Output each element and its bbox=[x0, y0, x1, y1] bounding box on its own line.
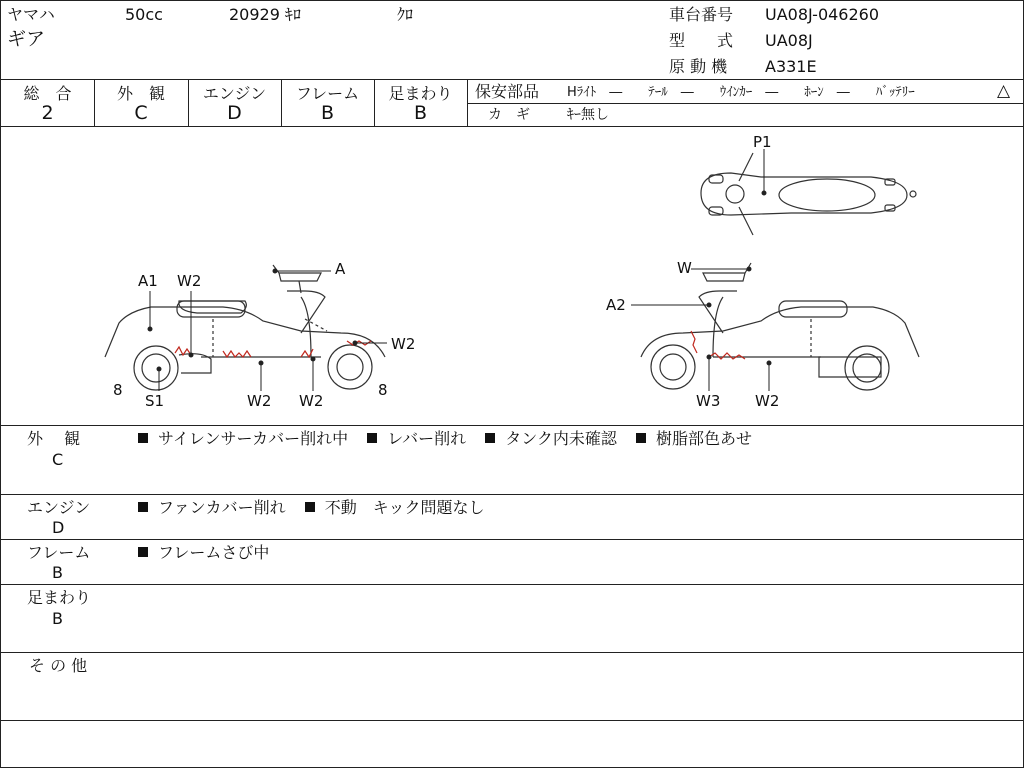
label-w2-bottom-1: W2 bbox=[247, 392, 272, 410]
safety-label: 保安部品 bbox=[475, 82, 540, 101]
frame-no-label: 車台番号 bbox=[669, 5, 734, 24]
key-value: ｷｰ無し bbox=[567, 107, 609, 123]
damage-marks-left bbox=[175, 341, 371, 357]
grade-value-engine: D bbox=[227, 102, 242, 124]
notes-exterior-label: 外 観 bbox=[27, 429, 81, 448]
damage-marks-right bbox=[691, 331, 745, 359]
bullet-icon bbox=[138, 502, 148, 512]
mileage: 20929 ｷﾛ bbox=[229, 5, 301, 24]
notes-frame-grade: B bbox=[52, 563, 63, 582]
grade-value-frame: B bbox=[320, 102, 335, 124]
notes-suspension-label: 足まわり bbox=[27, 588, 92, 607]
label-w: W bbox=[677, 259, 692, 277]
note-item: レバー削れ bbox=[387, 429, 467, 448]
key-label: カ ギ bbox=[488, 107, 530, 123]
label-w2-right: W2 bbox=[391, 335, 416, 353]
maker: ヤマハ bbox=[7, 5, 55, 24]
type-label: 型 式 bbox=[669, 31, 734, 50]
grade-value-suspension: B bbox=[413, 102, 428, 124]
notes-engine-grade: D bbox=[52, 518, 65, 537]
battery-warning-icon: △ bbox=[997, 81, 1011, 101]
notes-frame-items bbox=[138, 543, 269, 563]
notes-engine-label: エンジン bbox=[27, 498, 91, 517]
label-8-left: 8 bbox=[113, 381, 123, 399]
label-p1: P1 bbox=[753, 133, 772, 151]
label-a2: A2 bbox=[606, 296, 626, 314]
note-item: タンク内未確認 bbox=[505, 429, 617, 448]
label-w2-right-view: W2 bbox=[755, 392, 780, 410]
note-item: ファンカバー削れ bbox=[158, 498, 286, 517]
bullet-icon bbox=[367, 433, 377, 443]
type-value: UA08J bbox=[765, 31, 813, 50]
notes-suspension-grade: B bbox=[52, 609, 63, 628]
grade-label-suspension: 足まわり bbox=[388, 84, 453, 103]
grade-value-exterior: C bbox=[134, 102, 148, 124]
label-w2-bottom-2: W2 bbox=[299, 392, 324, 410]
note-item: 樹脂部色あせ bbox=[656, 429, 753, 448]
label-w2-top: W2 bbox=[177, 272, 202, 290]
notes-other-label: そ の 他 bbox=[29, 656, 88, 675]
grade-label-overall: 総 合 bbox=[23, 84, 72, 103]
label-s1: S1 bbox=[145, 392, 165, 410]
scooter-right-side-icon bbox=[641, 263, 919, 390]
note-item: サイレンサーカバー削れ中 bbox=[158, 429, 349, 448]
safety-items: Hﾗｲﾄ ― ﾃｰﾙ ― ｳｲﾝｶｰ ― ﾎｰﾝ ― ﾊﾞｯﾃﾘｰ bbox=[567, 85, 915, 100]
bullet-icon bbox=[305, 502, 315, 512]
scooter-top-view-icon bbox=[701, 153, 916, 235]
model-name: ギア bbox=[7, 28, 46, 50]
grade-label-exterior: 外 観 bbox=[116, 84, 165, 103]
note-item: 不動 キック問題なし bbox=[324, 498, 485, 517]
label-a: A bbox=[335, 260, 346, 278]
header bbox=[1, 1, 1023, 79]
divider bbox=[467, 103, 1023, 104]
leader-line-p1 bbox=[762, 149, 766, 195]
bullet-icon bbox=[138, 547, 148, 557]
notes-frame-label: フレーム bbox=[27, 543, 91, 562]
notes-engine-items bbox=[138, 498, 484, 518]
bullet-icon bbox=[636, 433, 646, 443]
color: ｸﾛ bbox=[397, 5, 414, 24]
divider bbox=[1, 652, 1023, 653]
label-w3: W3 bbox=[696, 392, 721, 410]
divider bbox=[1, 79, 1023, 80]
bullet-icon bbox=[485, 433, 495, 443]
frame-no: UA08J-046260 bbox=[765, 5, 880, 24]
notes-exterior-grade: C bbox=[52, 450, 64, 469]
engine-label: 原 動 機 bbox=[669, 57, 728, 76]
grade-label-frame: フレーム bbox=[295, 84, 360, 103]
divider bbox=[1, 425, 1023, 426]
label-8-right: 8 bbox=[378, 381, 388, 399]
divider bbox=[467, 79, 468, 126]
label-a1: A1 bbox=[138, 272, 158, 290]
notes-exterior-items bbox=[138, 429, 752, 449]
divider bbox=[1, 539, 1023, 540]
divider bbox=[1, 720, 1023, 721]
divider bbox=[1, 584, 1023, 585]
grade-value-overall: 2 bbox=[41, 102, 54, 124]
engine-value: A331E bbox=[765, 57, 817, 76]
bullet-icon bbox=[138, 433, 148, 443]
note-item: フレームさび中 bbox=[158, 543, 270, 562]
displacement: 50cc bbox=[125, 5, 163, 24]
grade-label-engine: エンジン bbox=[202, 84, 267, 103]
damage-diagram bbox=[1, 127, 1023, 424]
divider bbox=[1, 494, 1023, 495]
